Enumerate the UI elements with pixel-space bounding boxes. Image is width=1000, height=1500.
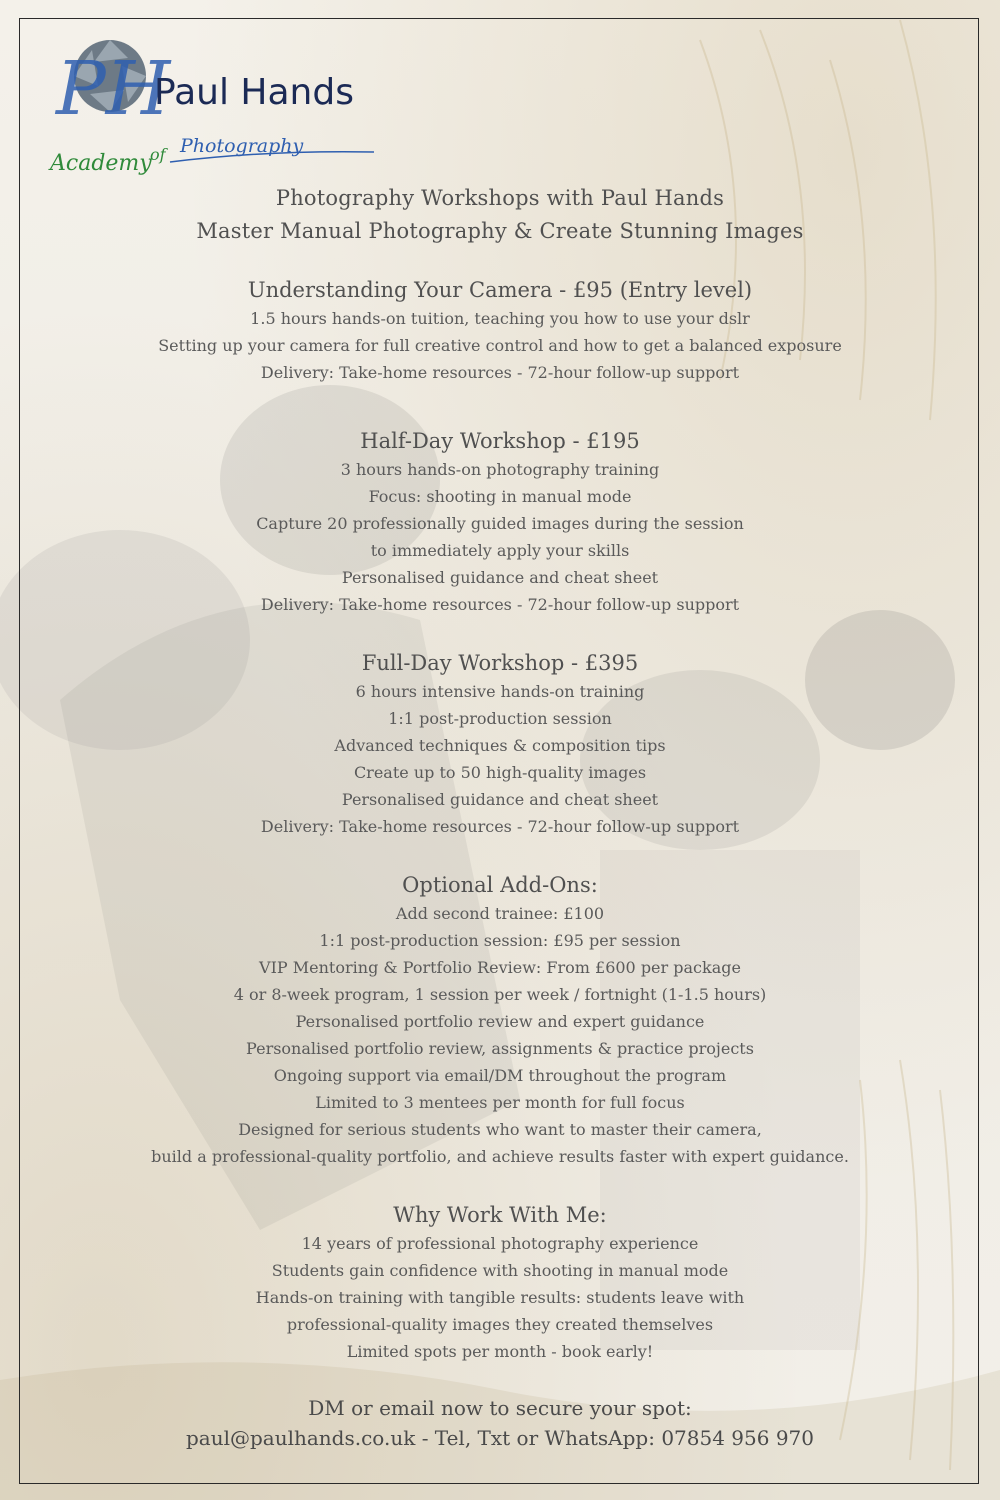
section-item: Delivery: Take-home resources - 72-hour follow-up support <box>260 817 740 836</box>
section-heading: Understanding Your Camera - £95 (Entry level) <box>247 278 753 302</box>
section-item: Hands-on training with tangible results: students leave with <box>255 1288 745 1307</box>
section-item: Personalised guidance and cheat sheet <box>341 790 659 809</box>
section-full-day <box>20 648 980 840</box>
section-item: Personalised guidance and cheat sheet <box>341 568 659 587</box>
section-item: 6 hours intensive hands-on training <box>355 682 645 701</box>
section-item: Delivery: Take-home resources - 72-hour follow-up support <box>260 595 740 614</box>
section-add-ons <box>20 870 980 1170</box>
section-item: professional-quality images they created themselves <box>286 1315 714 1334</box>
section-item: Students gain confidence with shooting in manual mode <box>271 1261 729 1280</box>
section-item: Personalised portfolio review, assignments & practice projects <box>246 1039 754 1058</box>
intro-title: Photography Workshops with Paul Hands <box>275 186 725 210</box>
section-item: 14 years of professional photography experience <box>301 1234 699 1253</box>
intro <box>20 182 980 248</box>
section-item: Capture 20 professionally guided images during the session <box>256 514 744 533</box>
section-item: to immediately apply your skills <box>370 541 630 560</box>
contact-cta: DM or email now to secure your spot: <box>308 1396 692 1420</box>
section-heading: Half-Day Workshop - £195 <box>360 429 640 453</box>
intro-subtitle: Master Manual Photography & Create Stunning Images <box>196 219 804 243</box>
logo-initials: PH <box>56 46 171 132</box>
section-item: 4 or 8-week program, 1 session per week / fortnight (1-1.5 hours) <box>233 985 767 1004</box>
section-item: Limited to 3 mentees per month for full focus <box>315 1093 685 1112</box>
flyer-content <box>20 182 980 1453</box>
section-understanding-camera <box>20 275 980 386</box>
logo-photography: Photography <box>180 135 304 157</box>
logo-name: Paul Hands <box>154 72 354 113</box>
section-item: Delivery: Take-home resources - 72-hour follow-up support <box>260 363 740 382</box>
section-item: Limited spots per month - book early! <box>346 1342 654 1361</box>
section-heading: Optional Add-Ons: <box>402 873 598 897</box>
section-item: 1:1 post-production session: £95 per session <box>319 931 681 950</box>
section-heading: Why Work With Me: <box>393 1203 607 1227</box>
section-item: build a professional-quality portfolio, and achieve results faster with expert guidance. <box>151 1147 849 1166</box>
section-item: 1.5 hours hands-on tuition, teaching you how to use your dslr <box>250 309 750 328</box>
section-item: Focus: shooting in manual mode <box>368 487 632 506</box>
section-item: Designed for serious students who want to master their camera, <box>238 1120 762 1139</box>
section-item: 3 hours hands-on photography training <box>340 460 660 479</box>
section-item: Personalised portfolio review and expert guidance <box>295 1012 705 1031</box>
academy-logo <box>36 32 396 182</box>
section-item: Ongoing support via email/DM throughout the program <box>273 1066 727 1085</box>
logo-academy: Academy <box>50 151 152 176</box>
section-half-day <box>20 426 980 618</box>
section-item: Add second trainee: £100 <box>395 904 605 923</box>
section-item: 1:1 post-production session <box>388 709 612 728</box>
section-item: Setting up your camera for full creative control and how to get a balanced exposure <box>158 336 842 355</box>
section-item: Advanced techniques & composition tips <box>334 736 666 755</box>
section-item: VIP Mentoring & Portfolio Review: From £600 per package <box>259 958 741 977</box>
section-why-work-with-me <box>20 1200 980 1365</box>
section-heading: Full-Day Workshop - £395 <box>361 651 639 675</box>
section-item: Create up to 50 high-quality images <box>353 763 647 782</box>
contact-details[interactable]: paul@paulhands.co.uk - Tel, Txt or WhatsApp: 07854 956 970 <box>185 1426 815 1450</box>
logo-of: of <box>150 145 166 164</box>
contact-block <box>20 1393 980 1453</box>
